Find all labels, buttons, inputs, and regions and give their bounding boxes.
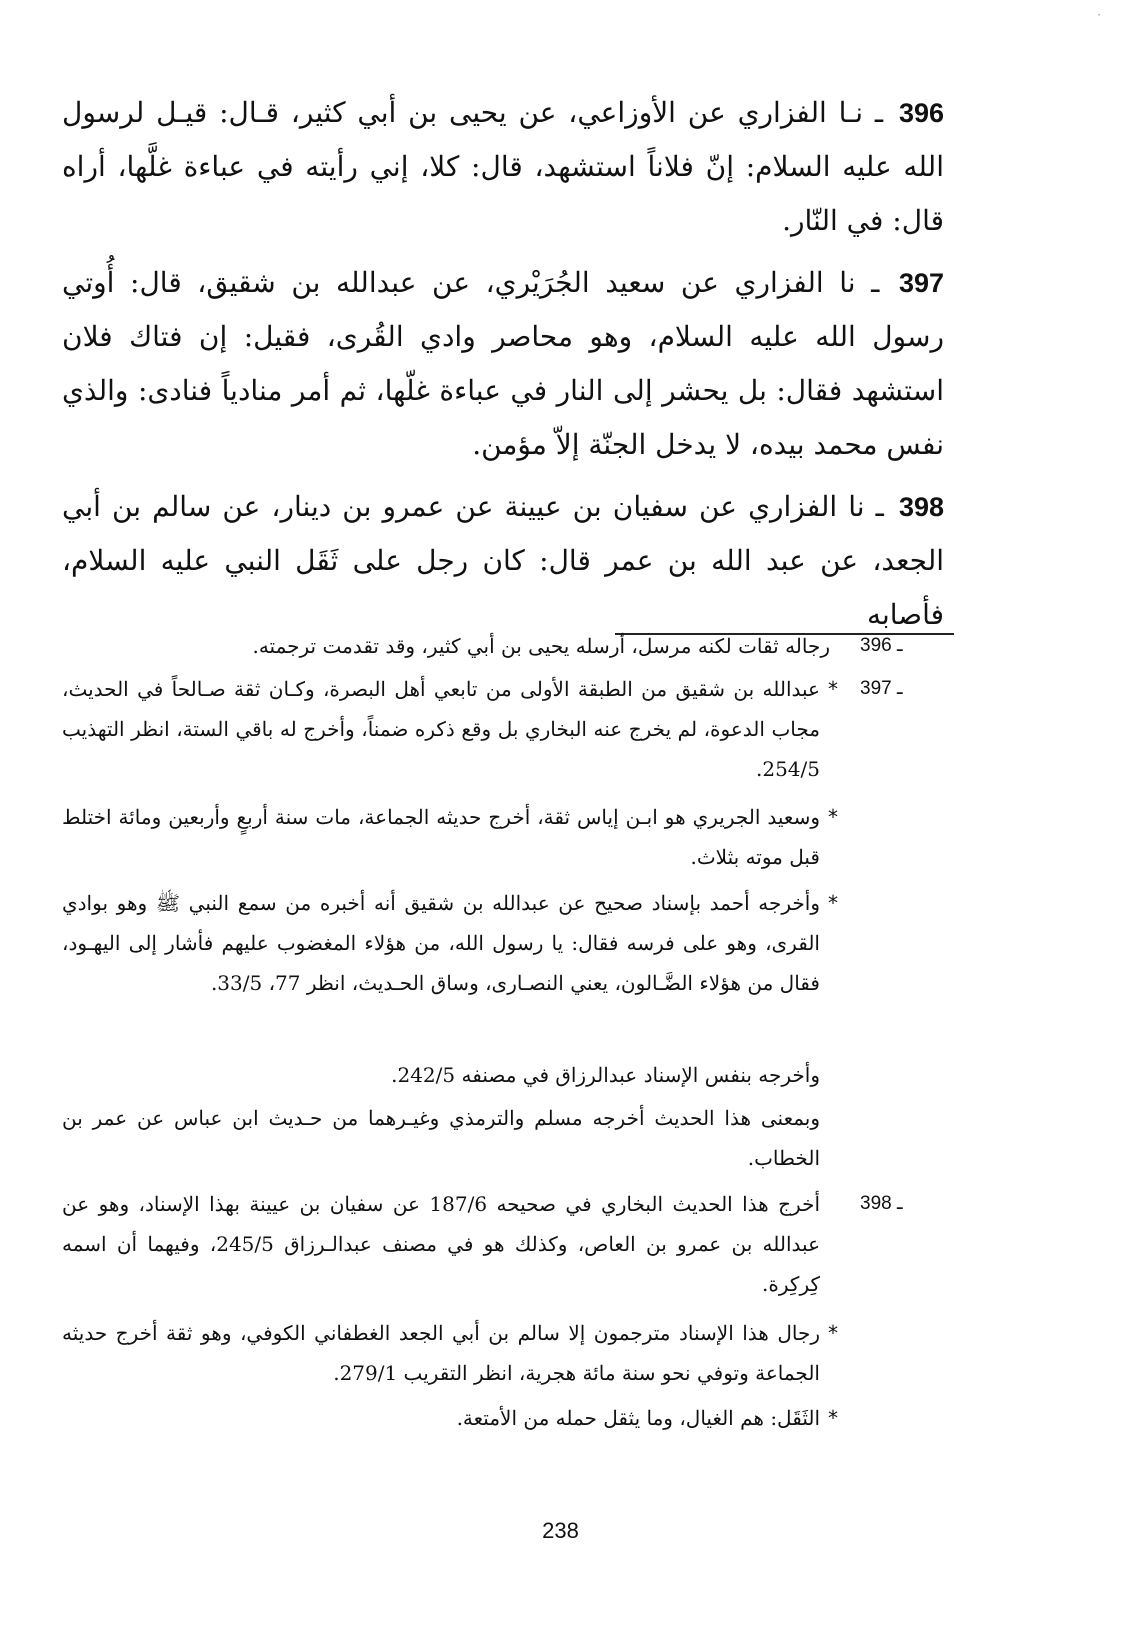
hadith-396 (62, 86, 944, 248)
footnote-398-c: الثَقَل: هم الغيال، وما يثقل حمله من الأمتعة. (456, 1406, 820, 1430)
footnote-label-397: 397 ـ (860, 678, 903, 699)
footnote-star: * (828, 1321, 838, 1345)
hadith-text: ـ نا الفزاري عن سفيان بن عيينة عن عمرو بن دينار، عن سالم بن أبي الجعد، عن عبد الله بن عمر قال: كان رجل على ثَقَل النبي عليه السلام، فأصابه (62, 490, 944, 631)
hadith-number: 397 (898, 268, 944, 298)
footnote-397-b: وسعيد الجريري هو ابـن إياس ثقة، أخرج حديثه الجماعة، مات سنة أربعٍ وأربعين ومائة اختلط قبل موته بثلاث. (62, 805, 820, 869)
footnote-396: رجاله ثقات لكنه مرسل، أرسله يحيى بن أبي كثير، وقد تقدمت ترجمته. (252, 634, 830, 658)
footnote-label-396: 396 ـ (860, 635, 903, 656)
footnote-label-398: 398 ـ (860, 1193, 903, 1214)
footnote-397-a: عبدالله بن شقيق من الطبقة الأولى من تابعي أهل البصرة، وكـان ثقة صـالحاً في الحديث، مجاب الدعوة، لم يخرج عنه البخاري بل وقع ذكره ضمناً، وأخرج له باقي الستة، انظر التهذيب 254/5. (62, 677, 820, 781)
corner-mark: · (1097, 8, 1101, 22)
hadith-text: ـ نـا الفزاري عن الأوزاعي، عن يحيى بن أبي كثير، قـال: قيـل لرسول الله عليه السلام: إنّ فلاناً استشهد، قال: كلا، إني رأيته في عباءة غلَّها، أراه قال: في النّار. (62, 96, 944, 237)
footnote-star: * (828, 1406, 838, 1430)
footnote-star: * (828, 805, 838, 829)
hadith-text: ـ نا الفزاري عن سعيد الجُرَيْري، عن عبدالله بن شقيق، قال: أُوتي رسول الله عليه السلام، وهو محاصر وادي القُرى، فقيل: إن فتاك فلان استشهد فقال: بل يحشر إلى النار في عباءة غلّها، ثم أمر منادياً فنادى: والذي نفس محمد بيده، لا يدخل الجنّة إلاّ مؤمن. (62, 266, 944, 461)
page-number: 238 (542, 1518, 579, 1543)
hadith-397 (62, 256, 944, 472)
footnote-star: * (828, 677, 838, 701)
footnote-397-d: وأخرجه بنفس الإسناد عبدالرزاق في مصنفه 242/5. (391, 1063, 820, 1087)
hadith-number: 396 (898, 98, 944, 128)
footnote-star: * (828, 891, 838, 915)
footnote-397-c: وأخرجه أحمد بإسناد صحيح عن عبدالله بن شقيق أنه أخبره من سمع النبي ﷺ وهو بوادي القرى، وهو على فرسه فقال: يا رسول الله، من هؤلاء المغضوب عليهم فأشار إلى اليهـود، فقال من هؤلاء الضَّـالون، يعني النصـارى، وساق الحـديث، انظر 77، 33/5. (62, 891, 820, 995)
footnote-398-b: رجال هذا الإسناد مترجمون إلا سالم بن أبي الجعد الغطفاني الكوفي، وهو ثقة أخرج حديثه الجماعة وتوفي نحو سنة مائة هجرية، انظر التقريب 279/1. (62, 1321, 820, 1385)
hadith-number: 398 (898, 492, 944, 522)
hadith-398 (62, 480, 944, 642)
footnote-398-a: أخرج هذا الحديث البخاري في صحيحه 187/6 عن سفيان بن عيينة بهذا الإسناد، وهو عن عبدالله بن عمرو بن العاص، وكذلك هو في مصنف عبدالـرزاق 245/5، وفيهما أن اسمه كِركِرة. (62, 1192, 821, 1296)
footnote-397-e: وبمعنى هذا الحديث أخرجه مسلم والترمذي وغيـرهما من حـديث ابن عباس عن عمر بن الخطاب. (62, 1106, 820, 1170)
